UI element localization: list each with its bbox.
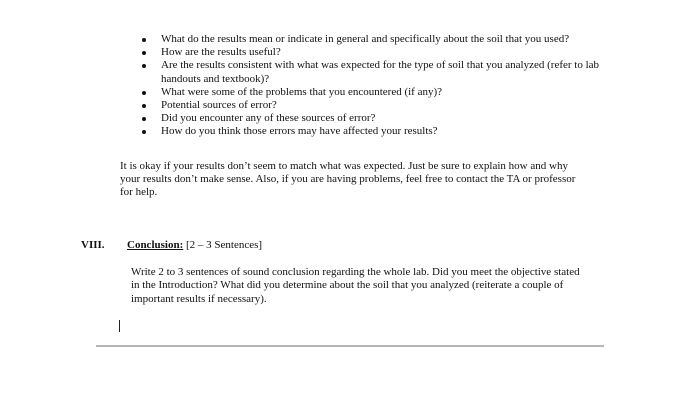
list-item [140, 86, 610, 99]
list-item [140, 59, 610, 85]
question-text: What were some of the problems that you encountered (if any)? [161, 85, 443, 98]
list-item [140, 33, 610, 46]
question-text: How are the results useful? [161, 46, 281, 59]
conclusion-instructions: Write 2 to 3 sentences of sound conclusion regarding the whole lab. Did you meet the objective stated in the Introduction? What did you determine about the soil that you analyzed (reiterate a couple of important results if necessary). [131, 266, 580, 305]
text-cursor[interactable] [119, 320, 120, 332]
bullet-icon [142, 64, 146, 68]
discussion-note: It is okay if your results don’t seem to match what was expected. Just be sure to explain how and why your results don’t make sense. Also, if you are having problems, feel free to contact the TA or professor for help. [120, 160, 576, 198]
question-text: Potential sources of error? [161, 99, 277, 112]
section-title: Conclusion: [127, 239, 184, 251]
list-item [140, 46, 610, 59]
length-hint: [2 – 3 Sentences] [186, 239, 263, 251]
list-item [140, 112, 610, 125]
question-text: Are the results consistent with what was expected for the type of soil that you analyzed (refer to lab handouts and textbook)? [161, 59, 600, 85]
list-item [140, 99, 610, 112]
question-text: Did you encounter any of these sources of error? [161, 112, 376, 125]
question-text: How do you think those errors may have affected your results? [161, 125, 438, 138]
bullet-icon [142, 130, 146, 134]
section-number: VIII. [81, 239, 105, 251]
bullet-icon [142, 104, 146, 108]
conclusion-heading [81, 239, 262, 252]
list-item [140, 125, 610, 138]
page-divider [96, 345, 604, 347]
discussion-questions-list [140, 33, 610, 139]
bullet-icon [142, 38, 146, 42]
bullet-icon [142, 117, 146, 121]
question-text: What do the results mean or indicate in general and specifically about the soil that you used? [161, 33, 570, 45]
bullet-icon [142, 51, 146, 55]
bullet-icon [142, 91, 146, 95]
